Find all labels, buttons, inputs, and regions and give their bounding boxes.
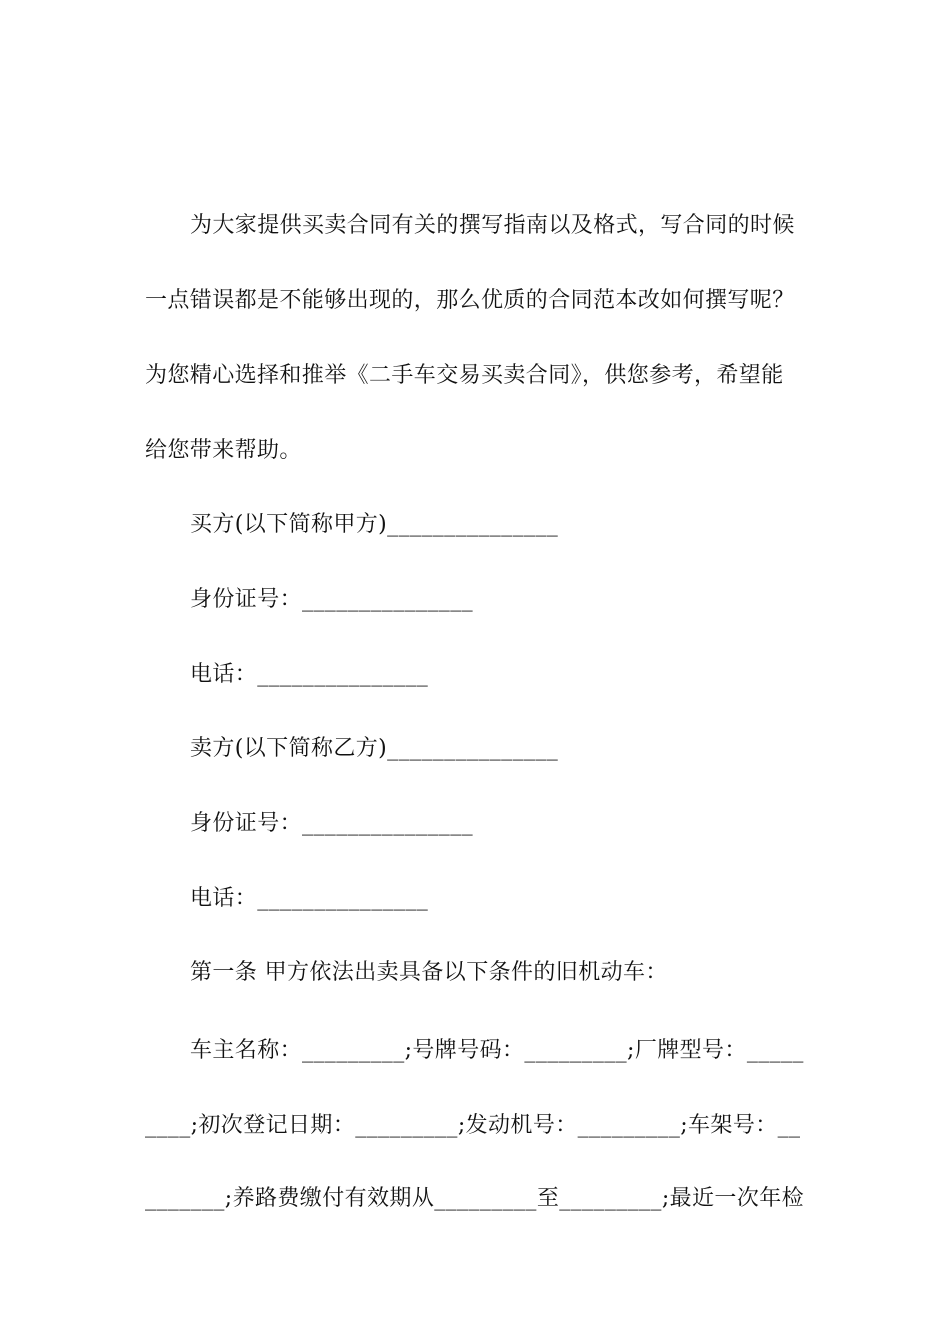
seller-phone-field: 电话：_______________	[190, 886, 429, 911]
buyer-id-field: 身份证号：_______________	[190, 587, 474, 612]
intro-paragraph-line-1: 为大家提供买卖合同有关的撰写指南以及格式，写合同的时候	[190, 213, 795, 238]
buyer-name-field: 买方(以下简称甲方)_______________	[190, 512, 559, 537]
buyer-phone-field: 电话：_______________	[190, 662, 429, 687]
vehicle-details-line-1: 车主名称：_________;号牌号码：_________;厂牌型号：_____	[190, 1038, 804, 1063]
intro-paragraph-line-3: 为您精心选择和推举《二手车交易买卖合同》，供您参考，希望能	[145, 363, 784, 388]
vehicle-details-line-2: ____;初次登记日期：_________;发动机号：_________;车架号：__	[145, 1113, 801, 1138]
article-one-heading: 第一条 甲方依法出卖具备以下条件的旧机动车：	[190, 960, 668, 985]
seller-name-field: 卖方(以下简称乙方)_______________	[190, 736, 559, 761]
vehicle-details-line-3: _______;养路费缴付有效期从_________至_________;最近一次年检	[145, 1186, 805, 1211]
intro-paragraph-line-2: 一点错误都是不能够出现的，那么优质的合同范本改如何撰写呢？	[145, 288, 795, 313]
intro-paragraph-line-4: 给您带来帮助。	[145, 438, 302, 463]
seller-id-field: 身份证号：_______________	[190, 811, 474, 836]
